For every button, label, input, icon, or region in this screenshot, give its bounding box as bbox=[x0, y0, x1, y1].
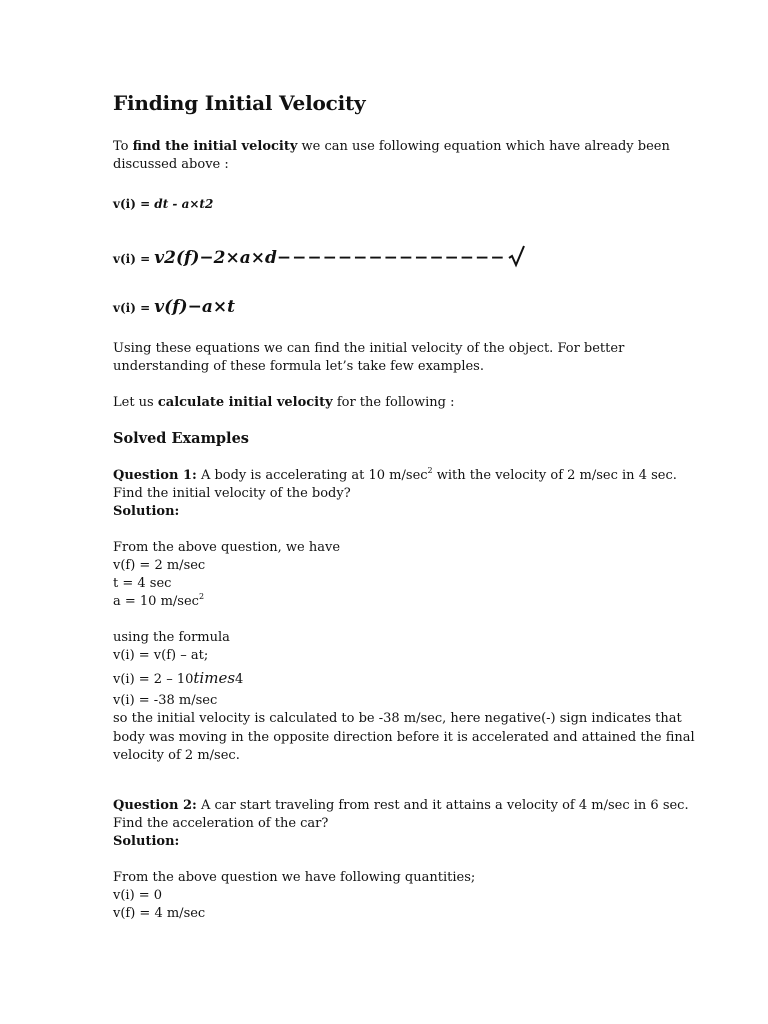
paragraph-1-line-1: Using these equations we can find the initial velocity of the object. For better bbox=[113, 341, 625, 356]
q2-solution: Solution: bbox=[113, 834, 180, 849]
q1-line-1 bbox=[113, 467, 677, 485]
q1-solution-label bbox=[113, 503, 179, 521]
equation-2 bbox=[113, 244, 526, 269]
intro-lead: To bbox=[113, 139, 133, 154]
intro-bold: find the initial velocity bbox=[132, 139, 298, 154]
square-root-icon bbox=[508, 244, 526, 268]
q1-sub-end: 4 bbox=[235, 672, 244, 687]
q2-vf: v(f) = 4 m/sec bbox=[113, 906, 206, 921]
equation-3-label: v(i) = bbox=[113, 301, 155, 315]
equation-2-label: v(i) = bbox=[113, 252, 155, 266]
q2-vi: v(i) = 0 bbox=[113, 888, 163, 903]
q2-line-1 bbox=[113, 797, 689, 815]
section-heading: Solved Examples bbox=[113, 430, 249, 447]
q1-a-superscript: 2 bbox=[198, 591, 205, 601]
q1-sub-times: times bbox=[193, 669, 236, 687]
q1-text: A body is accelerating at 10 m/sec bbox=[196, 468, 428, 483]
equation-2-dashes: −−−−−−−−−−−−−−− bbox=[276, 248, 506, 268]
q1-solution: Solution: bbox=[113, 504, 180, 519]
equation-3 bbox=[113, 298, 235, 318]
equation-1 bbox=[113, 195, 213, 214]
q1-conclusion-3: velocity of 2 m/sec. bbox=[113, 748, 240, 763]
paragraph-1-line-2: understanding of these formula let’s take few examples. bbox=[113, 359, 484, 374]
q1-text-b: with the velocity of 2 m/sec in 4 sec. bbox=[432, 468, 677, 483]
q1-substitution bbox=[113, 669, 243, 689]
q1-line-2: Find the initial velocity of the body? bbox=[113, 486, 351, 501]
intro-rest: we can use following equation which have already been bbox=[297, 139, 670, 154]
intro-line-1 bbox=[113, 138, 670, 156]
calc-line bbox=[113, 394, 455, 412]
q2-from: From the above question we have following quantities; bbox=[113, 870, 476, 885]
calc-lead: Let us bbox=[113, 395, 158, 410]
calc-rest: for the following : bbox=[332, 395, 455, 410]
q1-result: v(i) = -38 m/sec bbox=[113, 693, 218, 708]
q1-vf: v(f) = 2 m/sec bbox=[113, 558, 206, 573]
equation-3-math: v(f)−a×t bbox=[154, 297, 235, 317]
q2-solution-label bbox=[113, 833, 179, 851]
equation-1-label: v(i) = bbox=[113, 197, 155, 211]
q1-a bbox=[113, 593, 204, 611]
q1-formula: v(i) = v(f) – at; bbox=[113, 648, 209, 663]
q1-conclusion-1: so the initial velocity is calculated to be -38 m/sec, here negative(-) sign indicates that bbox=[113, 711, 682, 726]
page-title: Finding Initial Velocity bbox=[113, 91, 366, 115]
equation-2-math: v2(f)−2×a×d bbox=[154, 248, 277, 268]
q1-label: Question 1: bbox=[113, 468, 197, 483]
q2-text: A car start traveling from rest and it attains a velocity of 4 m/sec in 6 sec. bbox=[196, 798, 689, 813]
q2-label: Question 2: bbox=[113, 798, 197, 813]
q1-superscript: 2 bbox=[427, 465, 433, 475]
q1-using: using the formula bbox=[113, 630, 230, 645]
equation-1-math: dt - a×t2 bbox=[154, 197, 214, 211]
q1-a-text: a = 10 m/sec bbox=[113, 594, 199, 609]
intro-line-2: discussed above : bbox=[113, 157, 229, 172]
q1-from: From the above question, we have bbox=[113, 540, 341, 555]
q1-sub-lead: v(i) = 2 – 10 bbox=[113, 672, 194, 687]
q2-line-2: Find the acceleration of the car? bbox=[113, 816, 329, 831]
calc-bold: calculate initial velocity bbox=[157, 395, 333, 410]
q1-conclusion-2: body was moving in the opposite direction before it is accelerated and attained the final bbox=[113, 730, 695, 745]
q1-t: t = 4 sec bbox=[113, 576, 172, 591]
